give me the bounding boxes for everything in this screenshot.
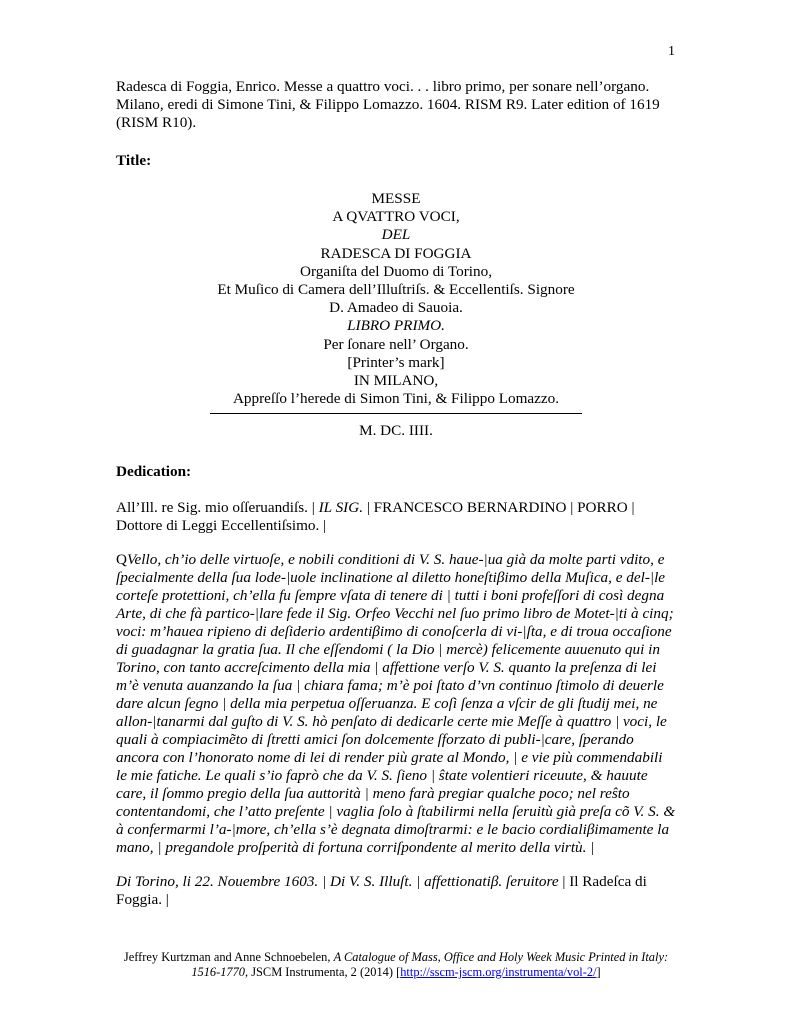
letter-text: Vello, ch’io delle virtuoſe, e nobili conditioni di V. S. haue-|ua già da molte parti vdito, e ſpecialmente della ſua lode-|uole inclinatione al diletto honeſtiβimo della Muſica, e del-|le corteſe protettioni, ch’ella fu ſempre vſata di tenere di | tutti i boni profeſſori di così degna Arte, di che fà partico-|lare fede il Sig. Orfeo Vecchi nel ſuo primo libro de Motet-|ti à cinq; voci: m’hauea ripieno di deſiderio ardentiβimo di conoſcerla di vi-|ſta, e di troua occaſione di guadagnar la gratia ſua. Il che eſſendomi ( la Dio | mercè) felicemente auuenuto qui in Torino, con tanto accreſcimento della mia | affettione verſo V. S. quanto la preſenza di lei m’è venuta auanzando la ſua | chiara fama; m’è poi ſtato d’vn continuo ſtimolo di deuerle dare alcun ſegno | della mia perpetua oſſeruanza. E coſì ſenza a vſcir de gli ſtudij mei, ne allon-|tanarmi dal guſto di V. S. hò penſato di dedicarle certe mie Meſſe à quattro | voci, le quali à compiacimẽto di ſtretti amici ſon dolcemente ſforzato di publi-|care, ſperando ancora con l’honorato nome di lei di render più grate al Mondo, | e vie più commendabili le mie fatiche. Le quali s’io faprò che da V. S. ſieno | ŝtate volentieri riceuute, & hauute care, il ſommo pregio della ſua auttorità | meno farà pregiar qualche poco; nel reŝto contentandomi, che l’atto preſente | vaglia ſolo à ſtabilirmi nella ſeruitù già preſa cõ V. S. & à confermarmi l’a-|more, ch’ella s’è degnata dimoſtrarmi: e le bacio cordialiβimamente la mano, | pregandole proſperità di fortuna corriſpondente al merito della virtù. | <box>116 550 676 856</box>
title-line: IN MILANO, <box>353 372 439 390</box>
dedication-letter <box>116 551 676 857</box>
dedication-address <box>116 499 676 535</box>
footer-link[interactable]: http://sscm-jscm.org/instrumenta/vol-2/ <box>400 965 597 979</box>
footer-authors: Jeffrey Kurtzman and Anne Schnoebelen, <box>123 950 334 964</box>
footer-bracket: ] <box>596 965 601 979</box>
title-line: LIBRO PRIMO. <box>347 317 445 335</box>
title-page-transcription <box>116 190 676 441</box>
letter-initial: Q <box>116 550 127 568</box>
closing-italic: Di Torino, li 22. Nouembre 1603. | Di V. S. Illuſt. | affettionatiβ. ſeruitore <box>116 872 559 890</box>
title-line: MESSE <box>371 190 421 207</box>
title-line: RADESCA DI FOGGIA <box>320 244 472 262</box>
footer-series: , JSCM Instrumenta, 2 (2014) [ <box>245 965 401 979</box>
title-line: DEL <box>381 226 411 244</box>
title-line: [Printer’s mark] <box>347 353 445 371</box>
address-text: All’Ill. re Sig. mio oſſeruandiſs. | <box>116 498 319 516</box>
closing-line <box>116 873 676 909</box>
address-italic: IL SIG. <box>318 498 364 516</box>
intro-paragraph: Radesca di Foggia, Enrico. Messe a quattro voci. . . libro primo, per sonare nell’organo. Milano, eredi di Simone Tini, & Filippo Lomazzo. 1604. RISM R9. Later edition of 1619 (RISM R10). <box>116 78 660 131</box>
footer-book-title: A Catalogue of Mass, Office and Holy Week Music Printed in Italy: 1516-1770 <box>191 950 669 979</box>
page-footer <box>116 950 676 980</box>
address-text: | FRANCESCO BERNARDINO | PORRO | Dottore di Leggi Eccellentiſsimo. | <box>116 498 635 534</box>
document-body <box>116 78 676 925</box>
title-heading: Title: <box>116 152 152 169</box>
horizontal-rule <box>210 413 582 414</box>
title-line: Organiſta del Duomo di Torino, <box>300 262 492 280</box>
title-line: Per ſonare nell’ Organo. <box>323 335 469 353</box>
closing-signature: | Il Radeſca di Foggia. | <box>116 872 647 908</box>
title-line: Appreſſo l’herede di Simon Tini, & Filippo Lomazzo. <box>232 390 560 408</box>
page-number: 1 <box>668 44 675 59</box>
title-line: A QVATTRO VOCI, <box>332 208 460 226</box>
title-date: M. DC. IIII. <box>359 422 433 440</box>
title-line: Et Muſico di Camera dell’Illuſtriſs. & Eccellentiſs. Signore <box>217 281 575 299</box>
title-line: D. Amadeo di Sauoia. <box>329 299 463 317</box>
dedication-heading: Dedication: <box>116 462 192 480</box>
